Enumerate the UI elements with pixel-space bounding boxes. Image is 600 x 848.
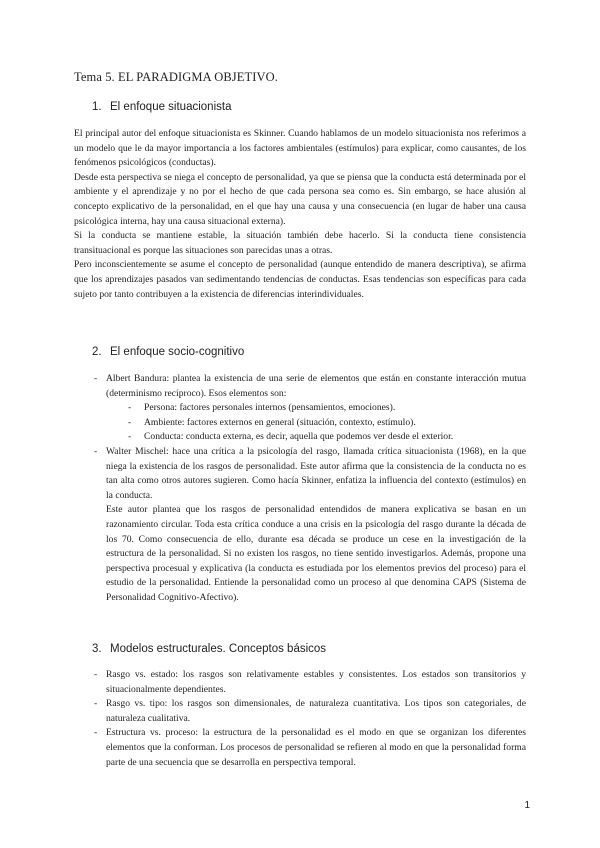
list-item xyxy=(74,445,526,503)
section-1-heading xyxy=(92,101,231,113)
sub-list-item xyxy=(74,416,526,431)
list-item-continuation: Este autor plantea que los rasgos de personalidad entendidos de manera explicativa se basan en un razonamiento circular. Toda esta crítica conduce a una crisis en la psicología del rasgo durante la década de los 70. Como consecuencia de ello, durante esa década se produce un cese en la investigación de la estructura de la personalidad. Si no existen los rasgos, no tiene sentido investigarlos. Además, propone una perspectiva procesual y explicativa (la conducta es estudiada por los elementos previos del proceso) para el estudio de la personalidad. Entiende la personalidad como un proceso al que denomina CAPS (Sistema de Personalidad Cognitivo-Afectivo). xyxy=(106,504,526,603)
paragraph: Desde esta perspectiva se niega el concepto de personalidad, ya que se piensa que la conducta está determinada por el ambiente y el aprendizaje y no por el hecho de que cada persona sea como es. Sin embargo, se hace alusión al concepto explicativo de la personalidad, en el que hay una causa y una consecuencia (en lugar de haber una causa psicológica interna, hay una causa situacional externa). xyxy=(74,171,526,227)
paragraph: Pero inconscientemente se asume el concepto de personalidad (aunque entendido de manera descriptiva), se afirma que los aprendizajes pasados van sedimentando tendencias de conductas. Esas tendencias son específicas para cada sujeto por tanto contribuyen a la existencia de diferencias interindividuales. xyxy=(74,259,526,300)
sub-list-item-text: Ambiente: factores externos en general (situación, contexto, estímulo). xyxy=(144,416,416,428)
bullet-dash: - xyxy=(94,373,98,384)
list-item-text: Rasgo vs. tipo: los rasgos son dimensionales, de naturaleza cuantitativa. Los tipos son categoriales, de naturaleza cualitativa. xyxy=(106,698,526,724)
paragraph: Si la conducta se mantiene estable, la situación también debe hacerlo. Si la conducta tiene consistencia transituacional es porque las situaciones son parecidas unas a otras. xyxy=(74,230,526,256)
section-title: Modelos estructurales. Conceptos básicos xyxy=(110,643,327,655)
section-number: 1. xyxy=(92,101,102,113)
sub-list-item-text: Conducta: conducta externa, es decir, aquella que podemos ver desde el exterior. xyxy=(144,431,454,443)
paragraph: El principal autor del enfoque situacionista es Skinner. Cuando hablamos de un modelo situacionista nos referimos a un modelo que le da mayor importancia a los factores ambientales (estímulos) para explicar, como causantes, de los fenómenos psicológicos (conductas). xyxy=(74,128,526,169)
section-3-list xyxy=(74,668,526,770)
bullet-dash: - xyxy=(128,431,132,443)
sub-list-item xyxy=(74,401,526,416)
bullet-dash: - xyxy=(94,669,98,680)
section-title: El enfoque situacionista xyxy=(110,101,232,113)
bullet-dash: - xyxy=(94,698,98,710)
list-item xyxy=(74,697,526,726)
list-item-text: Estructura vs. proceso: la estructura de la personalidad es el modo en que se organizan los diferentes elementos que la conforman. Los procesos de personalidad se refieren al modo en que la personalidad forma parte de una secuencia que se desarrolla en perspectiva temporal. xyxy=(106,727,526,768)
section-2-heading xyxy=(92,346,244,358)
bullet-dash: - xyxy=(128,402,132,414)
page-number: 1 xyxy=(524,800,530,811)
section-number: 3. xyxy=(92,643,102,655)
section-3-heading xyxy=(92,643,326,655)
section-2-list xyxy=(74,372,526,606)
list-item-text: Albert Bandura: plantea la existencia de una serie de elementos que están en constante interacción mutua (determinismo recíproco). Esos elementos son: xyxy=(106,373,526,399)
list-item-text: Rasgo vs. estado: los rasgos son relativamente estables y consistentes. Los estados son transitorios y situacionalmente dependientes. xyxy=(106,669,526,695)
section-title: El enfoque socio-cognitivo xyxy=(110,346,245,358)
section-1-body xyxy=(74,127,526,302)
list-item xyxy=(74,372,526,401)
sub-list-item xyxy=(74,430,526,445)
bullet-dash: - xyxy=(94,727,98,739)
bullet-dash: - xyxy=(94,445,98,457)
section-number: 2. xyxy=(92,346,102,358)
bullet-dash: - xyxy=(128,416,132,428)
sub-list-item-text: Persona: factores personales internos (pensamientos, emociones). xyxy=(144,402,396,414)
document-title: Tema 5. EL PARADIGMA OBJETIVO. xyxy=(74,70,278,84)
list-item xyxy=(74,726,526,770)
list-item xyxy=(74,668,526,697)
list-item-text: Walter Mischel: hace una crítica a la psicología del rasgo, llamada crítica situacionista (1968), en la que niega la existencia de los rasgos de personalidad. Este autor afirma que la consistencia de la conducta no es tan alta como otros autores sugieren. Como hacía Skinner, enfatiza la influencia del contexto (estímulos) en la conducta. xyxy=(106,445,526,501)
